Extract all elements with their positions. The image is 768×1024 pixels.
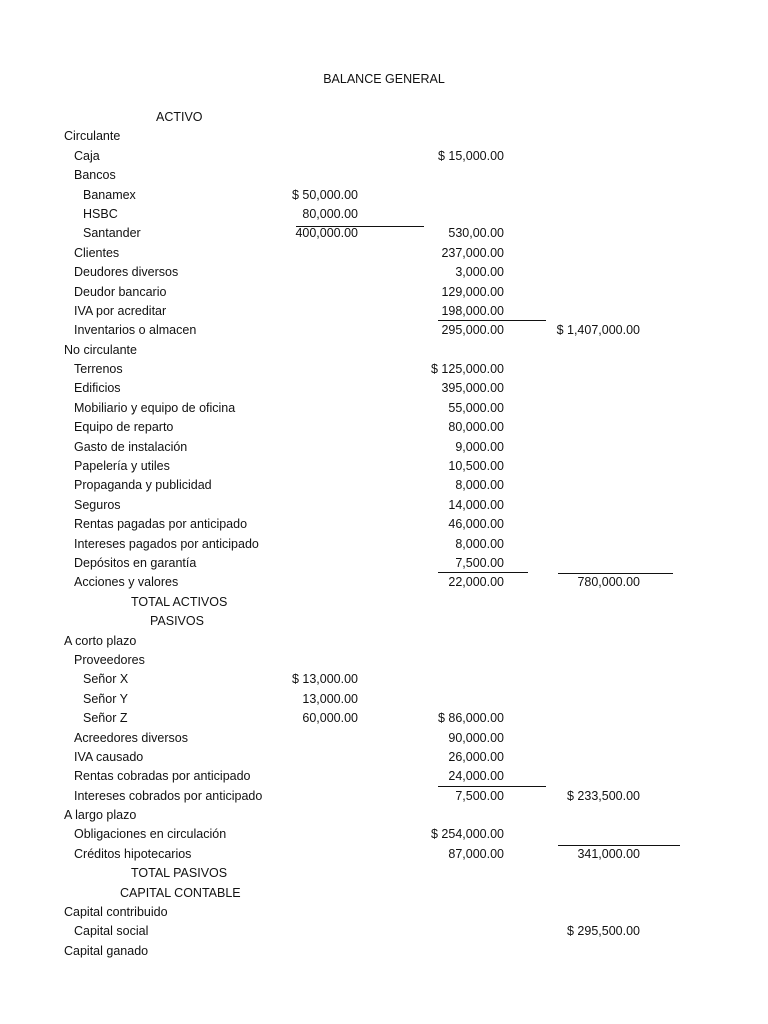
account-label: Créditos hipotecarios xyxy=(74,846,192,861)
partial-amount: 129,000.00 xyxy=(441,284,504,299)
table-row xyxy=(0,632,768,651)
table-row xyxy=(0,438,768,457)
table-row xyxy=(0,864,768,883)
table-row xyxy=(0,476,768,495)
account-label: Seguros xyxy=(74,497,121,512)
account-label: Deudores diversos xyxy=(74,265,179,280)
account-label: Propaganda y publicidad xyxy=(74,478,212,493)
partial-amount: 14,000.00 xyxy=(448,497,504,512)
table-row xyxy=(0,457,768,476)
total-amount: $ 1,407,000.00 xyxy=(556,323,640,338)
partial-amount: 55,000.00 xyxy=(448,400,504,415)
account-label: Señor Z xyxy=(83,711,128,726)
partial-amount: 24,000.00 xyxy=(448,769,504,784)
table-row xyxy=(0,379,768,398)
account-label: Deudor bancario xyxy=(74,284,167,299)
table-row xyxy=(0,321,768,340)
detail-amount: $ 13,000.00 xyxy=(291,672,358,687)
account-label: Proveedores xyxy=(74,652,145,667)
table-row xyxy=(0,787,768,806)
account-label: Inventarios o almacen xyxy=(74,323,197,338)
account-label: CAPITAL CONTABLE xyxy=(120,885,241,900)
partial-amount: 7,500.00 xyxy=(455,788,504,803)
account-label: Circulante xyxy=(64,129,121,144)
account-label: Santander xyxy=(83,226,141,241)
account-label: Capital social xyxy=(74,924,149,939)
detail-amount: $ 50,000.00 xyxy=(291,187,358,202)
account-label: Capital ganado xyxy=(64,943,149,958)
table-row xyxy=(0,573,768,592)
account-label: Capital contribuido xyxy=(64,905,168,920)
subtotal-rule xyxy=(438,320,546,321)
table-row xyxy=(0,166,768,185)
account-label: Banamex xyxy=(83,187,136,202)
table-row xyxy=(0,283,768,302)
table-row xyxy=(0,903,768,922)
account-label: Obligaciones en circulación xyxy=(74,827,227,842)
table-row xyxy=(0,806,768,825)
account-label: TOTAL PASIVOS xyxy=(131,866,228,881)
table-row xyxy=(0,341,768,360)
partial-amount: 87,000.00 xyxy=(448,846,504,861)
table-row xyxy=(0,224,768,243)
table-row xyxy=(0,942,768,961)
account-label: Terrenos xyxy=(74,362,123,377)
table-row xyxy=(0,108,768,127)
partial-amount: $ 125,000.00 xyxy=(431,362,504,377)
table-row xyxy=(0,825,768,844)
total-amount: $ 295,500.00 xyxy=(567,924,640,939)
table-row xyxy=(0,186,768,205)
page-title: BALANCE GENERAL xyxy=(323,72,445,86)
table-row xyxy=(0,302,768,321)
table-row xyxy=(0,612,768,631)
partial-amount: 90,000.00 xyxy=(448,730,504,745)
subtotal-rule xyxy=(438,786,546,787)
account-label: Acciones y valores xyxy=(74,575,179,590)
partial-amount: 8,000.00 xyxy=(455,536,504,551)
table-row xyxy=(0,748,768,767)
table-row xyxy=(0,651,768,670)
table-row xyxy=(0,418,768,437)
partial-amount: 80,000.00 xyxy=(448,420,504,435)
account-label: TOTAL ACTIVOS xyxy=(131,594,228,609)
total-rule xyxy=(558,845,680,846)
table-row xyxy=(0,496,768,515)
partial-amount: 3,000.00 xyxy=(455,265,504,280)
account-label: No circulante xyxy=(64,342,137,357)
account-label: Señor X xyxy=(83,672,129,687)
partial-amount: 26,000.00 xyxy=(448,749,504,764)
table-row xyxy=(0,690,768,709)
account-label: Clientes xyxy=(74,245,120,260)
total-amount: 341,000.00 xyxy=(577,846,640,861)
partial-amount: $ 254,000.00 xyxy=(431,827,504,842)
partial-amount: 8,000.00 xyxy=(455,478,504,493)
partial-amount: 22,000.00 xyxy=(448,575,504,590)
partial-amount: 46,000.00 xyxy=(448,517,504,532)
table-row xyxy=(0,729,768,748)
partial-amount: 9,000.00 xyxy=(455,439,504,454)
table-row xyxy=(0,535,768,554)
account-label: ACTIVO xyxy=(156,110,203,124)
partial-amount: 295,000.00 xyxy=(441,323,504,338)
total-amount: 780,000.00 xyxy=(577,575,640,590)
account-label: Mobiliario y equipo de oficina xyxy=(74,400,236,415)
account-label: A largo plazo xyxy=(64,808,137,823)
account-label: Señor Y xyxy=(83,691,128,706)
balance-rows xyxy=(0,108,768,961)
detail-amount: 80,000.00 xyxy=(302,206,358,221)
table-row xyxy=(0,399,768,418)
account-label: Caja xyxy=(74,148,100,163)
partial-amount: $ 86,000.00 xyxy=(437,711,504,726)
partial-amount: 237,000.00 xyxy=(441,245,504,260)
subtotal-rule xyxy=(296,226,424,227)
account-label: Acreedores diversos xyxy=(74,730,188,745)
account-label: Papelería y utiles xyxy=(74,459,170,474)
table-row xyxy=(0,922,768,941)
partial-amount: 530,00.00 xyxy=(448,226,504,241)
total-amount: $ 233,500.00 xyxy=(567,788,640,803)
account-label: Rentas pagadas por anticipado xyxy=(74,517,248,532)
table-row xyxy=(0,593,768,612)
partial-amount: 395,000.00 xyxy=(441,381,504,396)
partial-amount: 198,000.00 xyxy=(441,303,504,318)
account-label: IVA causado xyxy=(74,749,144,764)
table-row xyxy=(0,767,768,786)
table-row xyxy=(0,709,768,728)
table-row xyxy=(0,515,768,534)
table-row xyxy=(0,127,768,146)
account-label: Depósitos en garantía xyxy=(74,555,197,570)
account-label: Rentas cobradas por anticipado xyxy=(74,769,251,784)
subtotal-rule xyxy=(438,572,528,573)
account-label: HSBC xyxy=(83,206,118,221)
table-row xyxy=(0,884,768,903)
partial-amount: 10,500.00 xyxy=(448,459,504,474)
partial-amount: 7,500.00 xyxy=(455,555,504,570)
account-label: PASIVOS xyxy=(150,614,204,629)
account-label: Intereses cobrados por anticipado xyxy=(74,788,263,803)
detail-amount: 60,000.00 xyxy=(302,711,358,726)
detail-amount: 400,000.00 xyxy=(295,226,358,241)
total-rule xyxy=(558,573,673,574)
account-label: A corto plazo xyxy=(64,633,137,648)
account-label: Intereses pagados por anticipado xyxy=(74,536,259,551)
table-row xyxy=(0,845,768,864)
account-label: IVA por acreditar xyxy=(74,303,167,318)
table-row xyxy=(0,244,768,263)
table-row xyxy=(0,147,768,166)
detail-amount: 13,000.00 xyxy=(302,691,358,706)
table-row xyxy=(0,263,768,282)
partial-amount: $ 15,000.00 xyxy=(437,148,504,163)
account-label: Gasto de instalación xyxy=(74,439,188,454)
table-row xyxy=(0,670,768,689)
account-label: Equipo de reparto xyxy=(74,420,174,435)
table-row xyxy=(0,205,768,224)
table-row xyxy=(0,554,768,573)
account-label: Bancos xyxy=(74,168,116,183)
table-row xyxy=(0,360,768,379)
account-label: Edificios xyxy=(74,381,121,396)
